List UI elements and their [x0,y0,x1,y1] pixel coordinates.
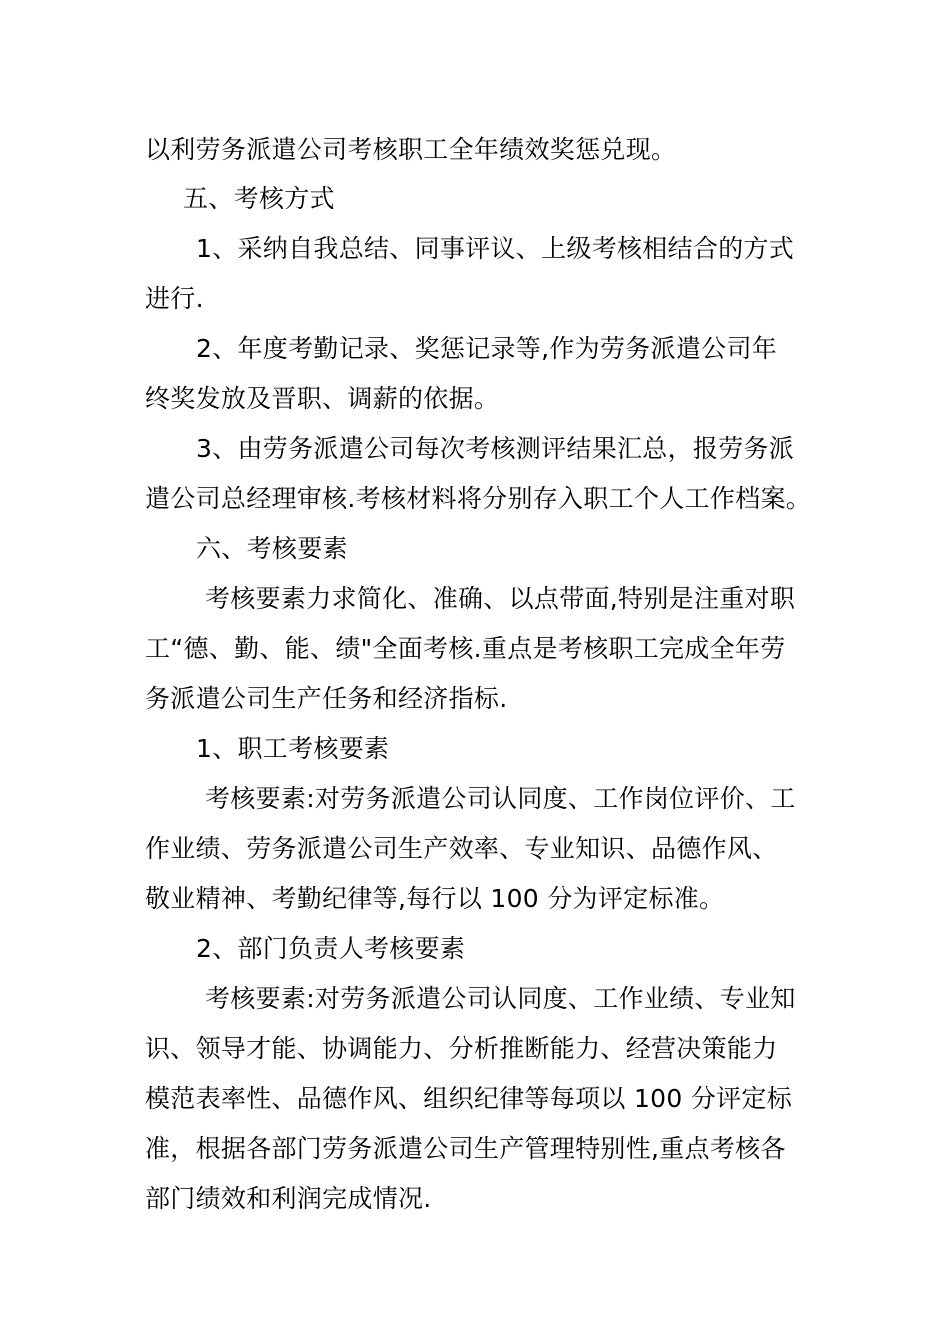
paragraph-line: 务派遣公司生产任务和经济指标. [145,684,508,713]
section-heading: 六、考核要素 [196,534,348,563]
paragraph-line: 敬业精神、考勤纪律等,每行以 100 分为评定标准。 [145,884,725,913]
paragraph-line: 终奖发放及晋职、调薪的依据。 [145,384,500,413]
paragraph-line: 考核要素:对劳务派遣公司认同度、工作岗位评价、工 [205,784,796,813]
paragraph-line: 3、由劳务派遣公司每次考核测评结果汇总，报劳务派 [196,434,795,463]
paragraph-line: 作业绩、劳务派遣公司生产效率、专业知识、品德作风、 [145,834,778,863]
paragraph-line: 识、领导才能、协调能力、分析推断能力、经营决策能力 [145,1034,778,1063]
paragraph-line: 考核要素力求简化、准确、以点带面,特别是注重对职 [205,584,796,613]
paragraph-line: 1、采纳自我总结、同事评议、上级考核相结合的方式 [196,234,795,263]
paragraph-line: 准，根据各部门劳务派遣公司生产管理特别性,重点考核各 [145,1134,786,1163]
subsection-heading: 2、部门负责人考核要素 [196,934,466,963]
paragraph-line: 部门绩效和利润完成情况. [145,1184,432,1213]
paragraph-line: 2、年度考勤记录、奖惩记录等,作为劳务派遣公司年 [196,334,778,363]
paragraph-line: 考核要素:对劳务派遣公司认同度、工作业绩、专业知 [205,984,796,1013]
paragraph-line: 工“德、勤、能、绩"全面考核.重点是考核职工完成全年劳 [145,634,786,663]
subsection-heading: 1、职工考核要素 [196,734,390,763]
paragraph-line: 进行. [145,284,204,313]
paragraph-line: 以利劳务派遣公司考核职工全年绩效奖惩兑现。 [145,135,677,164]
section-heading: 五、考核方式 [183,184,335,213]
paragraph-line: 遣公司总经理审核.考核材料将分别存入职工个人工作档案。 [145,484,812,513]
paragraph-line: 模范表率性、品德作风、组织纪律等每项以 100 分评定标 [145,1084,793,1113]
